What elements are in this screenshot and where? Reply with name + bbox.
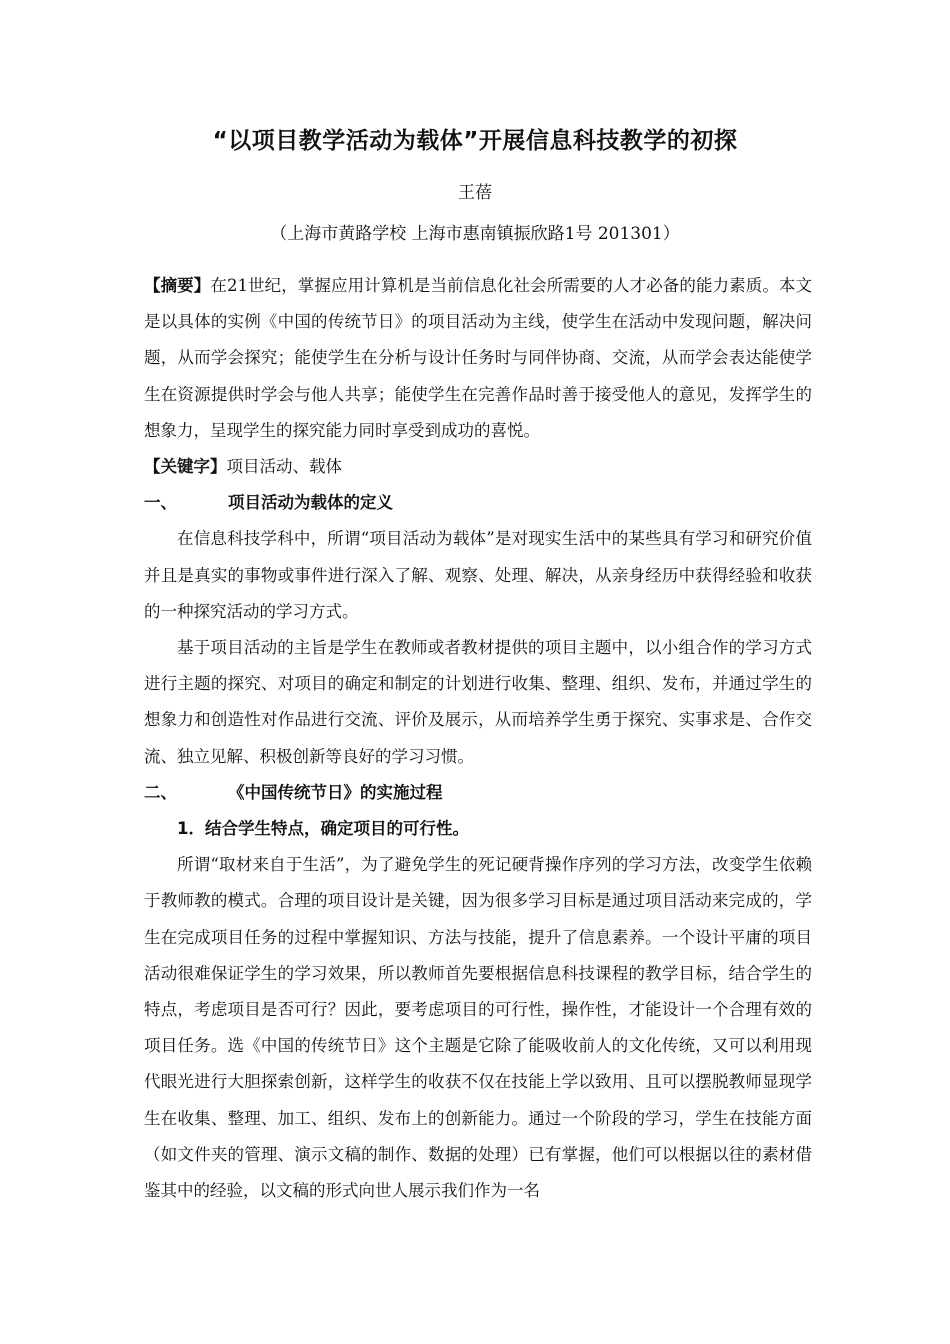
document-title: “以项目教学活动为载体”开展信息科技教学的初探 bbox=[212, 128, 738, 154]
subsection-heading-1: 1．结合学生特点，确定项目的可行性。 bbox=[177, 819, 469, 839]
document-body bbox=[144, 268, 812, 1209]
keywords-label: 【关键字】 bbox=[144, 457, 227, 477]
abstract-paragraph bbox=[144, 268, 812, 449]
keywords-text: 项目活动、载体 bbox=[226, 457, 342, 477]
section-number-2: 二、 bbox=[144, 782, 177, 802]
section2-paragraph-1: 所谓“取材来自于生活”，为了避免学生的死记硬背操作序列的学习方法，改变学生依赖于教师教的模式。合理的项目设计是关键，因为很多学习目标是通过项目活动来完成的，学生在完成项目任务的过程中掌握知识、方法与技能，提升了信息素养。一个设计平庸的项目活动很难保证学生的学习效果，所以教师首先要根据信息科技课程的教学目标，结合学生的特点，考虑项目是否可行？因此，要考虑项目的可行性，操作性，才能设计一个合理有效的项目任务。选《中国的传统节日》这个主题是它除了能吸收前人的文化传统，又可以利用现代眼光进行大胆探索创新，这样学生的收获不仅在技能上学以致用、且可以摆脱教师显现学生在收集、整理、加工、组织、发布上的创新能力。通过一个阶段的学习，学生在技能方面（如文件夹的管理、演示文稿的制作、数据的处理）已有掌握，他们可以根据以往的素材借鉴其中的经验，以文稿的形式向世人展示我们作为一名 bbox=[144, 855, 812, 1201]
section1-paragraph-2: 基于项目活动的主旨是学生在教师或者教材提供的项目主题中，以小组合作的学习方式进行主题的探究、对项目的确定和制定的计划进行收集、整理、组织、发布，并通过学生的想象力和创造性对作品进行交流、评价及展示，从而培养学生勇于探究、实事求是、合作交流、独立见解、积极创新等良好的学习习惯。 bbox=[144, 638, 812, 766]
section-heading-1 bbox=[144, 485, 812, 521]
section-title-2: 《中国传统节日》的实施过程 bbox=[228, 782, 443, 802]
section-number-1: 一、 bbox=[144, 493, 177, 513]
abstract-label: 【摘要】 bbox=[144, 276, 211, 295]
section-heading-2 bbox=[144, 775, 812, 811]
section-title-1: 项目活动为载体的定义 bbox=[228, 493, 393, 513]
keywords-line bbox=[144, 449, 812, 485]
author-name: 王蓓 bbox=[458, 183, 492, 203]
author-affiliation: （上海市黄路学校 上海市惠南镇振欣路1号 201301） bbox=[270, 224, 680, 244]
section1-paragraph-1: 在信息科技学科中，所谓“项目活动为载体”是对现实生活中的某些具有学习和研究价值并且是真实的事物或事件进行深入了解、观察、处理、解决，从亲身经历中获得经验和收获的一种探究活动的学习方式。 bbox=[144, 529, 812, 621]
abstract-text: 在21世纪，掌握应用计算机是当前信息化社会所需要的人才必备的能力素质。本文是以具体的实例《中国的传统节日》的项目活动为主线，使学生在活动中发现问题，解决问题，从而学会探究；能使学生在分析与设计任务时与同伴协商、交流，从而学会表达能使学生在资源提供时学会与他人共享；能使学生在完善作品时善于接受他人的意见，发挥学生的想象力，呈现学生的探究能力同时享受到成功的喜悦。 bbox=[144, 276, 812, 440]
